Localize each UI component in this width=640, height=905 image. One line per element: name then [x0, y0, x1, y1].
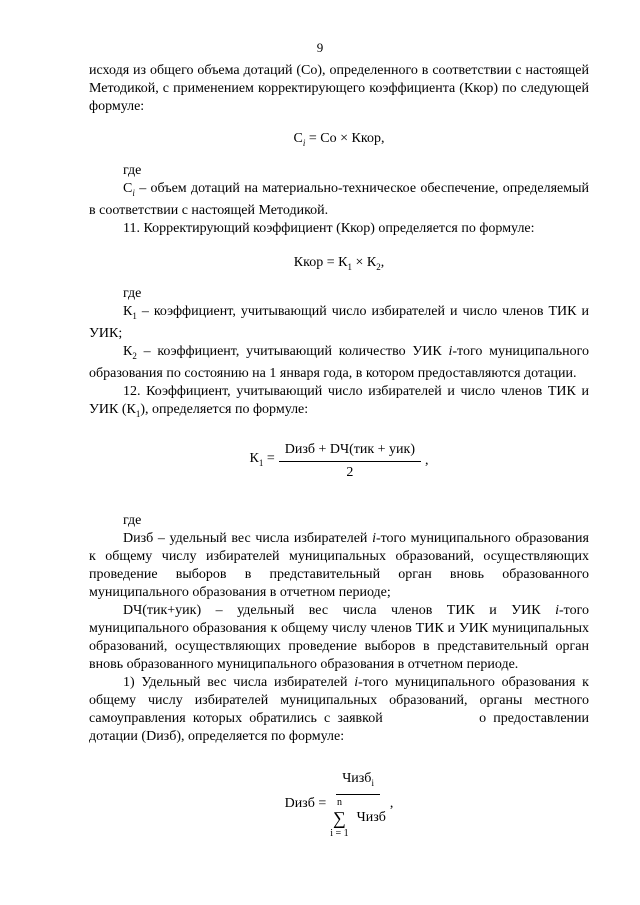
paragraph-1: 1) Удельный вес числа избирателей i-того муниципального образования к общему числу избирателей муниципальных образований, органы местного самоуправления которых обратились с заявкой о предоставлении дотации (Dизб), определяется по формуле:	[89, 674, 590, 744]
sum-symbol: n ∑ i = 1	[330, 796, 349, 839]
formula-k1: $К_1$ = $\frac{\text{Dизб + DЧ(тик + уик)}}{2}$ ,	[249, 441, 429, 480]
definition-k1: $К_1$ – коэффициент, учитывающий число избирателей и число членов ТИК и УИК;	[89, 304, 589, 342]
definition-dizb: Dизб – удельный вес числа избирателей i-того муниципального образования к общему числу избирателей муниципальных образований, осуществляющих проведение выборов в представительный орган вновь образованного муниципального образования в отчетном периоде;	[89, 530, 589, 600]
definition-dch: DЧ(тик+уик) – удельный вес числа членов ТИК и УИК i-того муниципального образования к общему числу членов ТИК и УИК муниципальных образований, осуществляющих проведение выборов в представительный орган вновь образованного муниципального образования в отчетном периоде.	[89, 602, 589, 672]
definition-ci: $С_i$ – объем дотаций на материально-техническое обеспечение, определяемый в соответствии с настоящей Методикой.	[89, 180, 589, 218]
paragraph-11: 11. Корректирующий коэффициент (Ккор) определяется по формуле:	[123, 220, 535, 236]
where-label: где	[123, 162, 142, 178]
formula-kkor: Ккор = $К_1 \times К_2$,	[293, 254, 385, 272]
where-label: где	[123, 512, 142, 528]
paragraph: исходя из общего объема дотаций (Со), определенного в соответствии с настоящей Методикой, с применением корректирующего коэффициента (Ккор) по следующей формуле:	[89, 63, 589, 114]
where-label: где	[123, 286, 142, 302]
fraction: Чизб$_i$ n ∑ i = 1 Чизб	[330, 770, 386, 839]
paragraph-12: 12. Коэффициент, учитывающий число избирателей и число членов ТИК и УИК $(К_1)$, определяется по формуле:	[89, 383, 589, 419]
document-body	[89, 62, 589, 869]
formula-dizb: Dизб = Чизб$_i$ n ∑ i = 1 Чизб ,	[284, 770, 394, 839]
definition-k2: $К_2$ – коэффициент, учитывающий количество УИК i-того муниципального образования по состоянию на 1 января года, в котором предоставляются дотации.	[89, 344, 589, 381]
formula-ci: $С_i$ = Со × Ккор,	[293, 131, 385, 148]
fraction: $\frac{\text{Dизб + DЧ(тик + уик)}}{2}$	[279, 441, 421, 482]
page-number: 9	[316, 40, 324, 55]
